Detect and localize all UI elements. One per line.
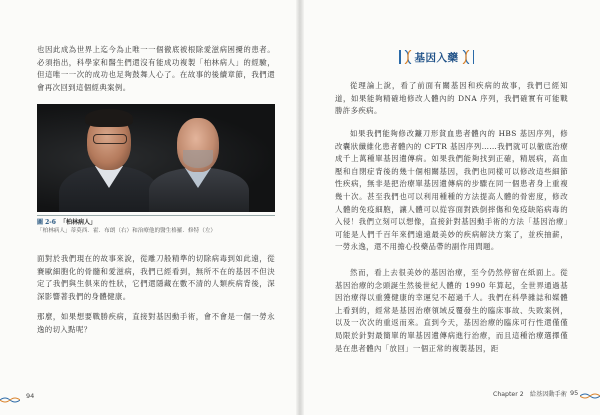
figure-number: 圖 2-6 xyxy=(37,219,56,226)
running-footer xyxy=(493,389,573,398)
left-page-number: 94 xyxy=(26,392,35,400)
wave-icon xyxy=(580,392,600,400)
right-paragraph-3: 然而，看上去很美妙的基因治療，至今仍然停留在紙面上。從基因治療的念頭誕生然後世紀人體的 1990 年算起，全世界通過基因治療得以重獲健康的幸運兒不超過千人。我們在科學雜誌和媒體上看到的，經常是基因治療領域反覆發生的臨床事故、失敗案例，以及一次次的重返而來。直到今天，基因治療的臨床可行性還僅僅局限於針對最簡單的單基因遺傳病進行治療，而且這種治療選擇僅是在患者體內「放回」一個正常的複製基因，距 xyxy=(335,268,568,353)
right-paragraph-2: 如果我們能夠修改鐮刀形貧血患者體內的 HBS 基因序列，修改囊狀纖維化患者體內的 CFTR 基因序列……我們就可以徹底治療成千上萬種單基因遺傳病。如果我們能夠找到正確，精展病，高血壓和自閉症背後的幾十個相關基因，我們也同樣可以修改這些細節性疾病，無非是把治療單基因遺傳病的步驟在同一個患者身上重複幾十次。甚至我們也可以利用種種的方法提高人體的骨密度，修改人體的免疫細胞，讓人體可以從容面對跌倒摔傷和免疫缺陷病毒的入侵！我們立刻可以想像，直接針對基因動手術的方法「基因治療」可能是人們千百年來們遠遠最美妙的疾病解決方案了，並疾抽薪，一勞永逸，還不用擔心投藥品帶的副作用問題。 xyxy=(335,129,568,252)
figure-photo xyxy=(37,104,275,212)
left-paragraph-bottom: 那麼，如果想要戰勝疾病，直接對基因動手術，會不會是一個一勞永逸的切入點呢？ xyxy=(37,312,275,334)
book-gutter xyxy=(296,0,304,415)
right-page-number: 95 xyxy=(570,389,579,397)
chapter-label: Chapter 2 給基因動手術 xyxy=(493,391,567,398)
figure-title: 「柏林病人」 xyxy=(59,219,96,226)
section-title: 基因入藥 xyxy=(414,51,459,64)
wave-icon xyxy=(0,396,20,404)
dna-helix-icon xyxy=(462,50,470,64)
figure-caption xyxy=(37,218,275,236)
left-paragraph-top: 也因此成為世界上迄今為止唯一一個徹底被根除愛滋病困擾的患者。必須指出，科學家和醫生們還沒有能成功複製「柏林病人」的經驗，但這唯一一次的成功也足夠鼓舞人心了。在故事的後續章節，我們還會再次回到這個經典案例。 xyxy=(37,45,275,92)
figure-description: 「柏林病人」蒂莫西．霍．布朗（右）和治療他的醫生格羅．修特（左） xyxy=(37,228,217,234)
left-paragraph-middle: 面對於我們現在的故事來說，從雕刀般精準的切除病毒到如此遠，從賽歐細胞化的骨髓和愛滋病，我們已經看到，無所不在的基因不但決定了我們與生俱來的性狀，它們還隱藏在數不清的人類疾病背後，深深影響著我們的身體健康。 xyxy=(37,254,275,301)
right-paragraph-1: 從理論上說，看了前面有關基因和疾病的故事，我們已經知道，如果能夠精確地修改人體內的 DNA 序列，我們確實有可能戰勝許多疾病。 xyxy=(335,81,568,116)
figure-divider xyxy=(37,215,275,216)
section-heading xyxy=(399,49,474,65)
dna-helix-icon xyxy=(404,50,412,64)
